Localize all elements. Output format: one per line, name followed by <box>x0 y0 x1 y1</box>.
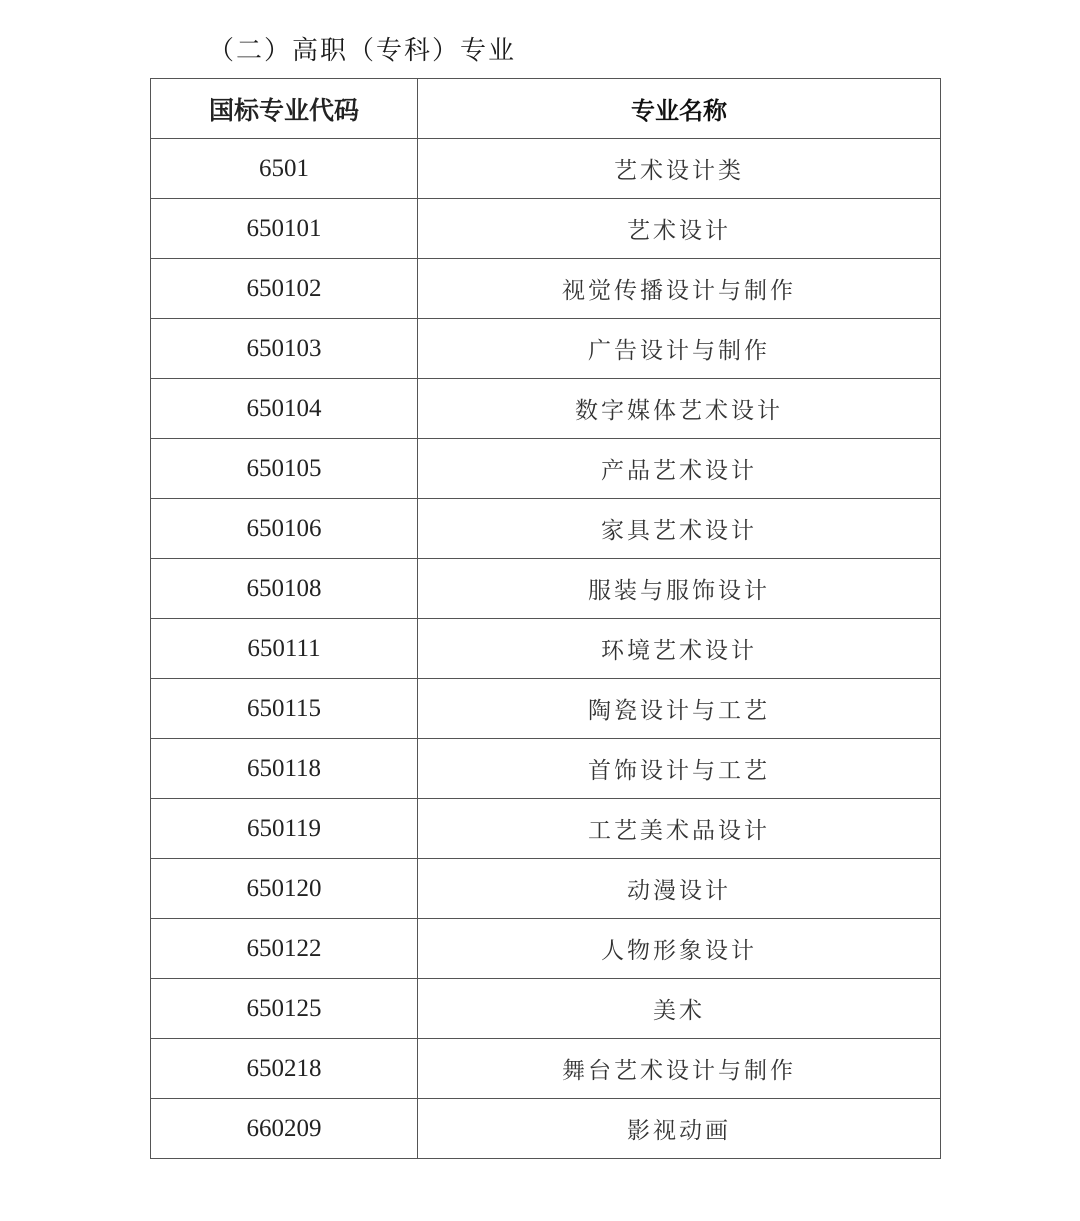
header-code: 国标专业代码 <box>151 79 418 139</box>
major-name: 陶瓷设计与工艺 <box>418 679 941 739</box>
table-row <box>151 499 941 559</box>
major-code: 650101 <box>151 199 418 259</box>
major-name: 工艺美术品设计 <box>418 799 941 859</box>
table-row <box>151 679 941 739</box>
table-row <box>151 1039 941 1099</box>
major-code: 650125 <box>151 979 418 1039</box>
majors-table <box>150 78 941 1159</box>
major-name: 舞台艺术设计与制作 <box>418 1039 941 1099</box>
major-code: 650118 <box>151 739 418 799</box>
major-name: 动漫设计 <box>418 859 941 919</box>
major-code: 650115 <box>151 679 418 739</box>
major-code: 650120 <box>151 859 418 919</box>
major-name: 视觉传播设计与制作 <box>418 259 941 319</box>
major-name: 家具艺术设计 <box>418 499 941 559</box>
table-row <box>151 739 941 799</box>
major-name: 服装与服饰设计 <box>418 559 941 619</box>
major-name: 艺术设计类 <box>418 139 941 199</box>
major-code: 650119 <box>151 799 418 859</box>
major-code: 660209 <box>151 1099 418 1159</box>
major-name: 艺术设计 <box>418 199 941 259</box>
table-row <box>151 859 941 919</box>
table-row <box>151 919 941 979</box>
major-code: 650106 <box>151 499 418 559</box>
table-header-row <box>151 79 941 139</box>
major-name: 首饰设计与工艺 <box>418 739 941 799</box>
major-name: 数字媒体艺术设计 <box>418 379 941 439</box>
major-code: 650218 <box>151 1039 418 1099</box>
major-name: 广告设计与制作 <box>418 319 941 379</box>
major-code: 650105 <box>151 439 418 499</box>
major-name: 影视动画 <box>418 1099 941 1159</box>
table-row <box>151 439 941 499</box>
major-name: 人物形象设计 <box>418 919 941 979</box>
table-row <box>151 979 941 1039</box>
table-row <box>151 619 941 679</box>
major-code: 650103 <box>151 319 418 379</box>
table-row <box>151 139 941 199</box>
major-name: 环境艺术设计 <box>418 619 941 679</box>
table-row <box>151 379 941 439</box>
section-heading: （二）高职（专科）专业 <box>208 36 517 66</box>
major-code: 650111 <box>151 619 418 679</box>
table-row <box>151 259 941 319</box>
header-name: 专业名称 <box>418 79 941 139</box>
table-row <box>151 199 941 259</box>
table-row <box>151 319 941 379</box>
major-code: 650108 <box>151 559 418 619</box>
major-code: 6501 <box>151 139 418 199</box>
table-row <box>151 799 941 859</box>
major-code: 650122 <box>151 919 418 979</box>
major-code: 650104 <box>151 379 418 439</box>
major-name: 产品艺术设计 <box>418 439 941 499</box>
major-code: 650102 <box>151 259 418 319</box>
table-row <box>151 1099 941 1159</box>
table-row <box>151 559 941 619</box>
major-name: 美术 <box>418 979 941 1039</box>
